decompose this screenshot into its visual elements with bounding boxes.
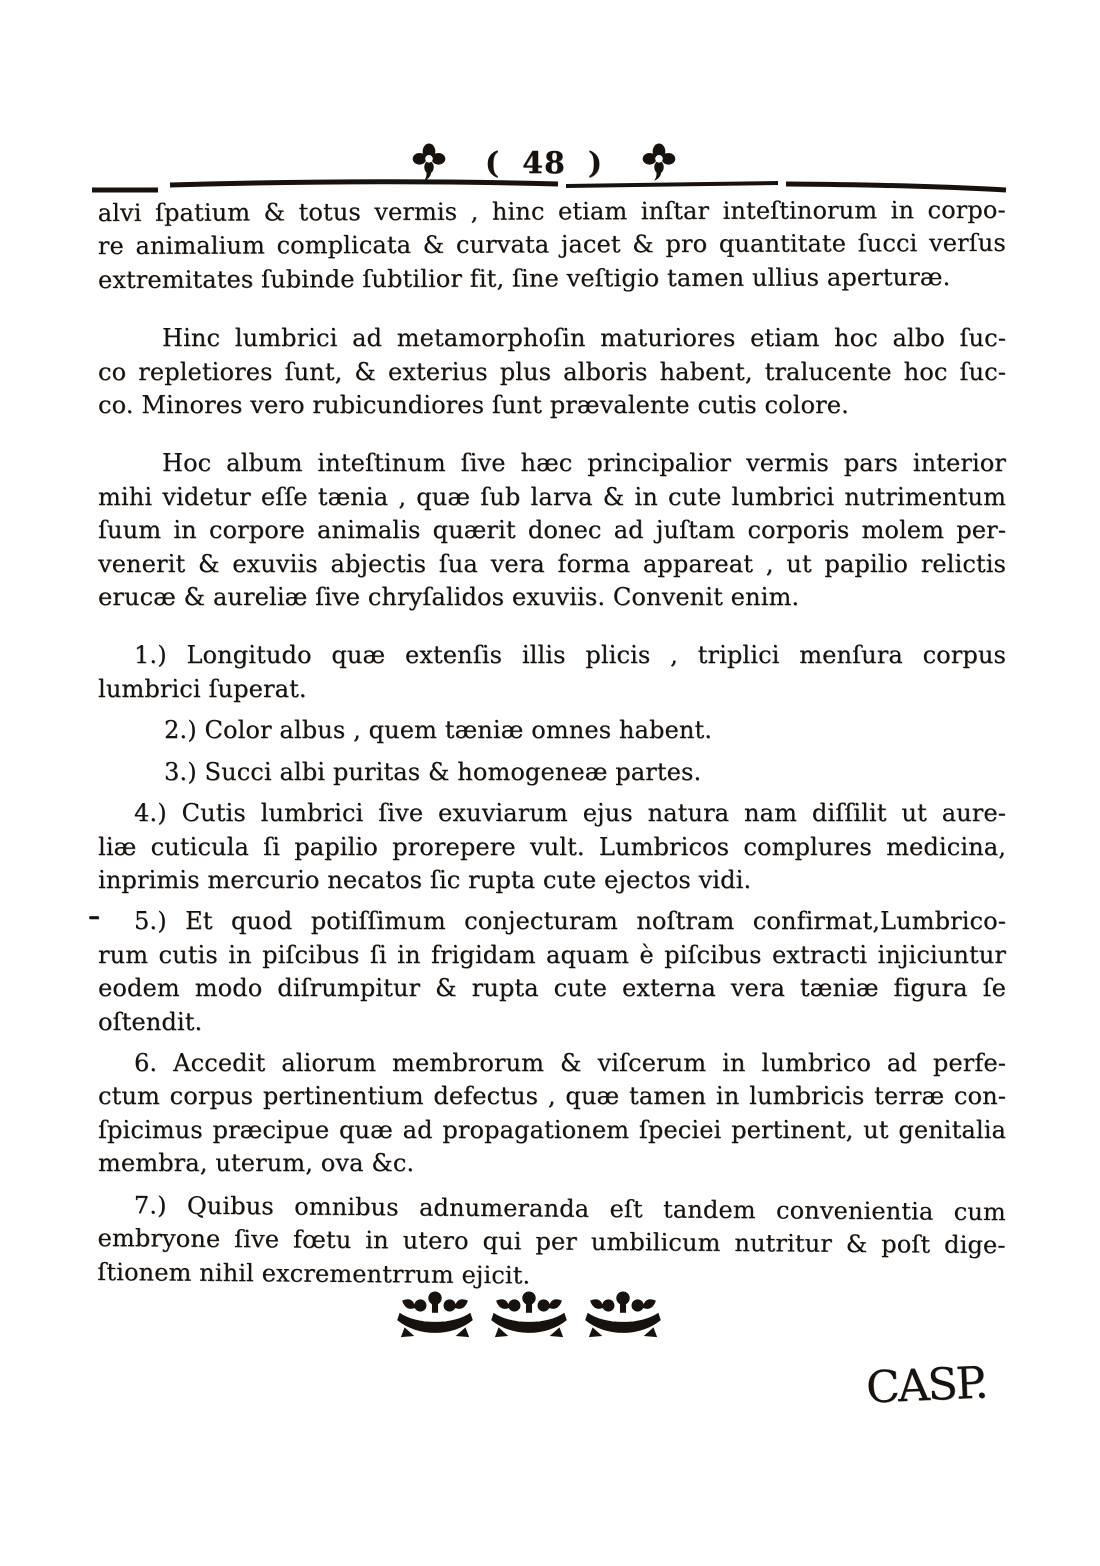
- text-line: ctum corpus pertinentium defectus , quæ tamen in lumbricis terræ con-: [98, 1082, 1006, 1111]
- crown-fleuron-icon: [490, 1287, 568, 1341]
- text-line: 6. Accedit aliorum membrorum & viſcerum in lumbrico ad perfe-: [134, 1048, 1006, 1077]
- list-item: [97, 1189, 1006, 1296]
- list-item: [98, 1047, 1006, 1181]
- text-line: co repletiores ſunt, & exterius plus alboris habent, tralucente hoc ſuc-: [98, 357, 1006, 386]
- close-paren: ): [587, 145, 604, 181]
- text-line: oſtendit.: [98, 1007, 203, 1036]
- text-line: Hinc lumbrici ad metamorphoſin maturiores etiam hoc albo ſuc-: [162, 324, 1006, 353]
- text-line: rum cutis in piſcibus ſi in frigidam aquam è piſcibus extracti injiciuntur: [98, 940, 1006, 969]
- catchword: CASP.: [864, 1357, 988, 1414]
- paragraph: [98, 322, 1006, 422]
- text-line: 5.) Et quod potiſſimum conjecturam noſtram confirmat,Lumbrico-: [134, 907, 1006, 936]
- page-number-value: 48: [522, 145, 566, 181]
- paragraph: [98, 447, 1006, 614]
- text-line: 4.) Cutis lumbrici ſive exuviarum ejus natura nam diſſilit ut aure-: [134, 799, 1006, 828]
- text-line: erucæ & aureliæ ſive chryſalidos exuviis. Convenit enim.: [98, 583, 800, 612]
- text-line: extremitates ſubinde ſubtilior fit, ſine veſtigio tamen ullius aperturæ.: [97, 262, 951, 294]
- text-line: venerit & exuviis abjectis ſua vera forma appareat , ut papilio relictis: [98, 549, 1006, 578]
- text-line: 7.) Quibus omnibus adnumeranda eſt tandem convenientia cum: [133, 1190, 1006, 1226]
- paragraph: [98, 194, 1006, 297]
- text-line: 1.) Longitudo quæ extenſis illis plicis , triplici menſura corpus: [134, 641, 1006, 670]
- text-line: re animalium complicata & curvata jacet & pro quantitate ſucci verſus: [97, 229, 1006, 261]
- text-line: embryone ſive fœtu in utero qui per umbilicum nutritur & poſt dige-: [97, 1223, 1006, 1260]
- text-line: ſuum in corpore animalis quærit donec ad juſtam corporis molem per-: [98, 516, 1006, 545]
- text-line: ſpicimus præcipue quæ ad propagationem ſpeciei pertinent, ut genitalia: [98, 1115, 1006, 1144]
- text-line: liæ cuticula ſi papilio prorepere vult. Lumbricos complures medicina,: [98, 832, 1006, 861]
- text-line: alvi ſpatium & totus vermis , hinc etiam inſtar inteſtinorum in corpo-: [97, 195, 1006, 228]
- text-line: Hoc album inteſtinum ſive hæc principalior vermis pars interior: [162, 449, 1006, 478]
- text-line: inprimis mercurio necatos ſic rupta cute ejectos vidi.: [98, 865, 752, 894]
- list-item: [98, 639, 1006, 706]
- open-paren: (: [484, 145, 501, 181]
- text-line: 2.) Color albus , quem tæniæ omnes habent.: [164, 716, 713, 745]
- text-line: ſtionem nihil excrementrrum ejicit.: [97, 1257, 531, 1289]
- crown-fleuron-icon: [396, 1287, 474, 1341]
- list-item: [98, 714, 1006, 747]
- list-item: [98, 756, 1006, 789]
- text-line: co. Minores vero rubicundiores ſunt prævalente cutis colore.: [98, 391, 849, 420]
- ornament-row: [0, 1287, 1079, 1341]
- text-line: mihi videtur eſſe tænia , quæ ſub larva & in cute lumbrici nutrimentum: [98, 482, 1006, 511]
- margin-mark: –: [88, 901, 101, 931]
- text-line: 3.) Succi albi puritas & homogeneæ partes.: [164, 757, 702, 786]
- text-line: eodem modo diſrumpitur & rupta cute externa vera tæniæ figura ſe: [98, 974, 1006, 1003]
- list-item: [88, 901, 1006, 1039]
- crown-fleuron-icon: [584, 1287, 662, 1341]
- list-item: [98, 797, 1006, 897]
- text-column: [88, 195, 1006, 1289]
- text-line: lumbrici ſuperat.: [98, 674, 307, 703]
- text-line: membra, uterum, ova &c.: [98, 1149, 415, 1178]
